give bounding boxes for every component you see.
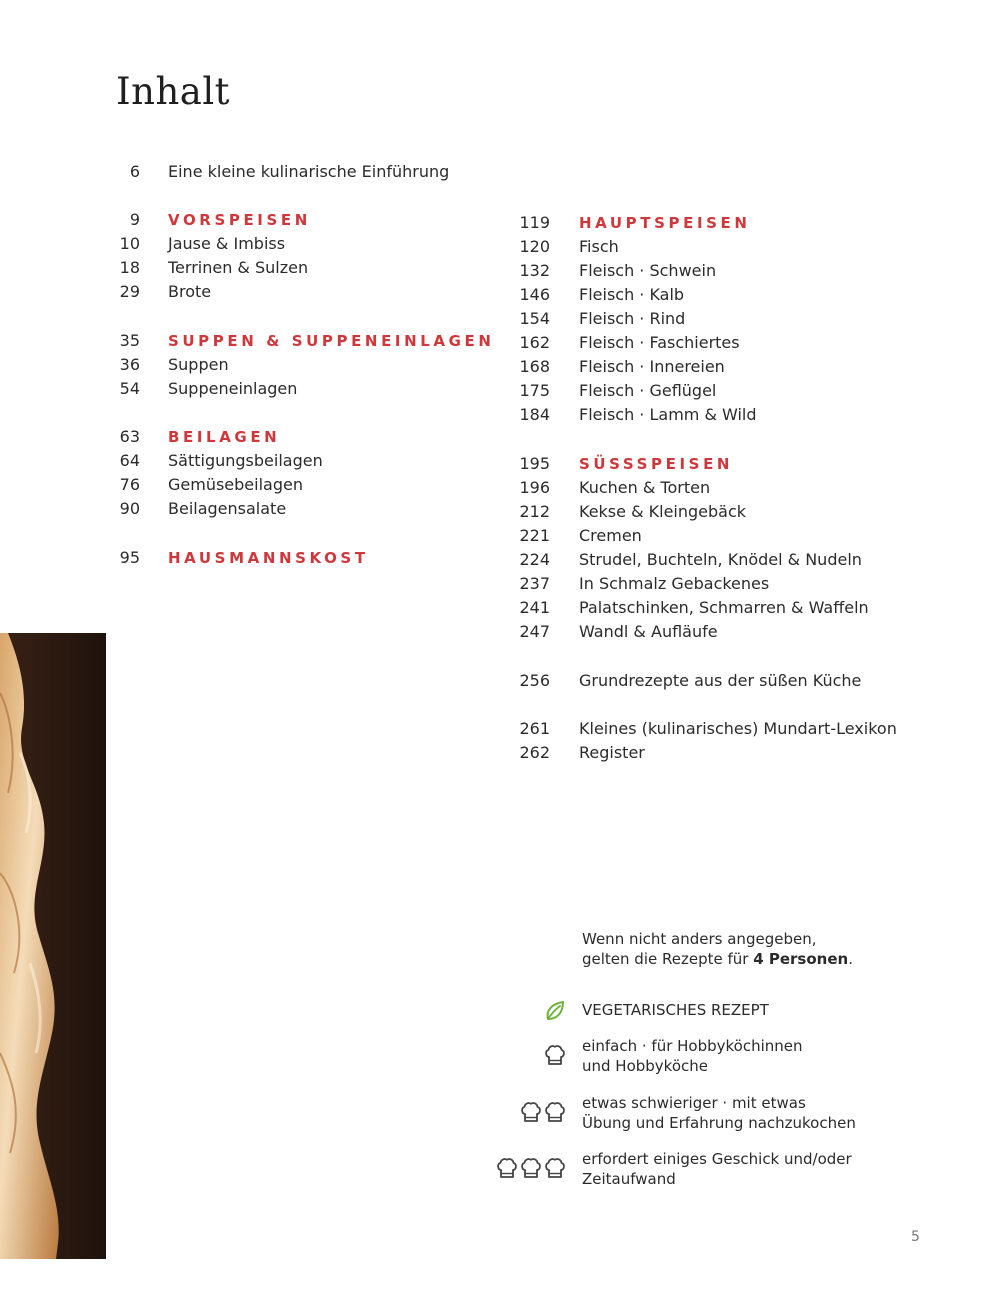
toc-page-number: 146 bbox=[519, 285, 550, 304]
toc-page-number: 237 bbox=[519, 574, 550, 593]
difficulty-medium-icons bbox=[520, 1100, 568, 1124]
toc-page-number: 154 bbox=[519, 309, 550, 328]
toc-entry-title: Kuchen & Torten bbox=[579, 478, 711, 497]
toc-page-number: 9 bbox=[129, 210, 140, 229]
toc-entry-title: Fleisch · Geflügel bbox=[579, 381, 717, 400]
toc-page-number: 10 bbox=[119, 234, 140, 253]
toc-entry-title: Fleisch · Schwein bbox=[579, 261, 717, 280]
chef-hat-icon bbox=[544, 1156, 566, 1180]
toc-page-number: 76 bbox=[119, 475, 140, 494]
toc-page-number: 36 bbox=[119, 355, 140, 374]
toc-page-number: 120 bbox=[519, 237, 550, 256]
toc-entry-title: Strudel, Buchteln, Knödel & Nudeln bbox=[579, 550, 862, 569]
toc-page-number: 175 bbox=[519, 381, 550, 400]
toc-section-title: SÜSSSPEISEN bbox=[579, 455, 734, 473]
toc-page-number: 63 bbox=[119, 427, 140, 446]
chef-hat-icon bbox=[496, 1156, 518, 1180]
legend-hard bbox=[582, 1149, 852, 1189]
page-number: 5 bbox=[911, 1229, 920, 1245]
toc-entry-title: Beilagensalate bbox=[168, 499, 287, 518]
toc-entry-title: Sättigungsbeilagen bbox=[168, 451, 323, 470]
servings-suffix: . bbox=[848, 950, 853, 968]
toc-entry-title: Fleisch · Kalb bbox=[579, 285, 685, 304]
toc-page-number: 196 bbox=[519, 478, 550, 497]
toc-entry-title: Register bbox=[579, 743, 645, 762]
toc-entry-title: Suppeneinlagen bbox=[168, 379, 298, 398]
toc-entry-title: Eine kleine kulinarische Einführung bbox=[168, 162, 450, 181]
toc-entry-title: Kekse & Kleingebäck bbox=[579, 502, 747, 521]
legend-easy-line1: einfach · für Hobbyköchinnen bbox=[582, 1037, 803, 1055]
toc-page-number: 6 bbox=[129, 162, 140, 181]
toc-page-number: 18 bbox=[119, 258, 140, 277]
legend-medium bbox=[582, 1093, 856, 1133]
servings-prefix: gelten die Rezepte für bbox=[582, 950, 754, 968]
toc-entry-title: Grundrezepte aus der süßen Küche bbox=[579, 671, 862, 690]
legend-medium-line1: etwas schwieriger · mit etwas bbox=[582, 1094, 806, 1112]
chef-hat-icon bbox=[544, 1100, 566, 1124]
toc-page-number: 132 bbox=[519, 261, 550, 280]
toc-entry-title: Suppen bbox=[168, 355, 229, 374]
legend-hard-line1: erfordert einiges Geschick und/oder bbox=[582, 1150, 852, 1168]
toc-entry-title: Brote bbox=[168, 282, 212, 301]
toc-page-number: 162 bbox=[519, 333, 550, 352]
toc-section-title: HAUPTSPEISEN bbox=[579, 214, 751, 232]
toc-section-title: SUPPEN & SUPPENEINLAGEN bbox=[168, 332, 495, 350]
chef-hat-icon bbox=[544, 1043, 566, 1067]
toc-page-number: 261 bbox=[519, 719, 550, 738]
toc-page-number: 212 bbox=[519, 502, 550, 521]
chef-hat-icon bbox=[520, 1156, 542, 1180]
toc-entry-title: Fleisch · Faschiertes bbox=[579, 333, 740, 352]
legend-easy-line2: und Hobbyköche bbox=[582, 1057, 708, 1075]
legend-vegetarian: VEGETARISCHES REZEPT bbox=[582, 1001, 769, 1019]
toc-page-number: 64 bbox=[119, 451, 140, 470]
toc-page-number: 221 bbox=[519, 526, 550, 545]
servings-count: 4 Personen bbox=[753, 950, 849, 968]
difficulty-easy-icons bbox=[544, 1043, 568, 1067]
toc-entry-title: Cremen bbox=[579, 526, 642, 545]
toc-section-title: BEILAGEN bbox=[168, 428, 281, 446]
toc-page-number: 90 bbox=[119, 499, 140, 518]
legend-hard-line2: Zeitaufwand bbox=[582, 1170, 676, 1188]
chef-hat-icon bbox=[520, 1100, 542, 1124]
toc-page-number: 29 bbox=[119, 282, 140, 301]
toc-page-number: 35 bbox=[119, 331, 140, 350]
toc-entry-title: In Schmalz Gebackenes bbox=[579, 574, 770, 593]
toc-page-number: 262 bbox=[519, 743, 550, 762]
toc-entry-title: Wandl & Aufläufe bbox=[579, 622, 718, 641]
legend-easy bbox=[582, 1036, 803, 1076]
toc-entry-title: Fisch bbox=[579, 237, 619, 256]
toc-page-number: 224 bbox=[519, 550, 550, 569]
toc-entry-title: Palatschinken, Schmarren & Waffeln bbox=[579, 598, 869, 617]
toc-entry-title: Gemüsebeilagen bbox=[168, 475, 303, 494]
toc-page-number: 256 bbox=[519, 671, 550, 690]
toc-page-number: 241 bbox=[519, 598, 550, 617]
food-photo-strip bbox=[0, 633, 106, 1259]
toc-page-number: 95 bbox=[119, 548, 140, 567]
toc-page-number: 195 bbox=[519, 454, 550, 473]
toc-page-number: 184 bbox=[519, 405, 550, 424]
toc-section-title: HAUSMANNSKOST bbox=[168, 549, 369, 567]
servings-note-line2 bbox=[582, 949, 853, 969]
servings-note bbox=[582, 929, 853, 969]
servings-note-line1: Wenn nicht anders angegeben, bbox=[582, 930, 817, 948]
toc-page-number: 247 bbox=[519, 622, 550, 641]
toc-page-number: 168 bbox=[519, 357, 550, 376]
toc-entry-title: Fleisch · Innereien bbox=[579, 357, 725, 376]
toc-entry-title: Fleisch · Rind bbox=[579, 309, 686, 328]
legend-medium-line2: Übung und Erfahrung nachzukochen bbox=[582, 1114, 856, 1132]
toc-page-number: 119 bbox=[519, 213, 550, 232]
difficulty-hard-icons bbox=[496, 1156, 568, 1180]
toc-section-title: VORSPEISEN bbox=[168, 211, 311, 229]
parchment-photo-image bbox=[0, 633, 106, 1259]
toc-page-number: 54 bbox=[119, 379, 140, 398]
toc-entry-title: Terrinen & Sulzen bbox=[168, 258, 309, 277]
leaf-icon bbox=[543, 999, 567, 1023]
toc-entry-title: Kleines (kulinarisches) Mundart-Lexikon bbox=[579, 719, 897, 738]
page-title: Inhalt bbox=[116, 70, 231, 113]
toc-entry-title: Jause & Imbiss bbox=[168, 234, 286, 253]
toc-entry-title: Fleisch · Lamm & Wild bbox=[579, 405, 757, 424]
